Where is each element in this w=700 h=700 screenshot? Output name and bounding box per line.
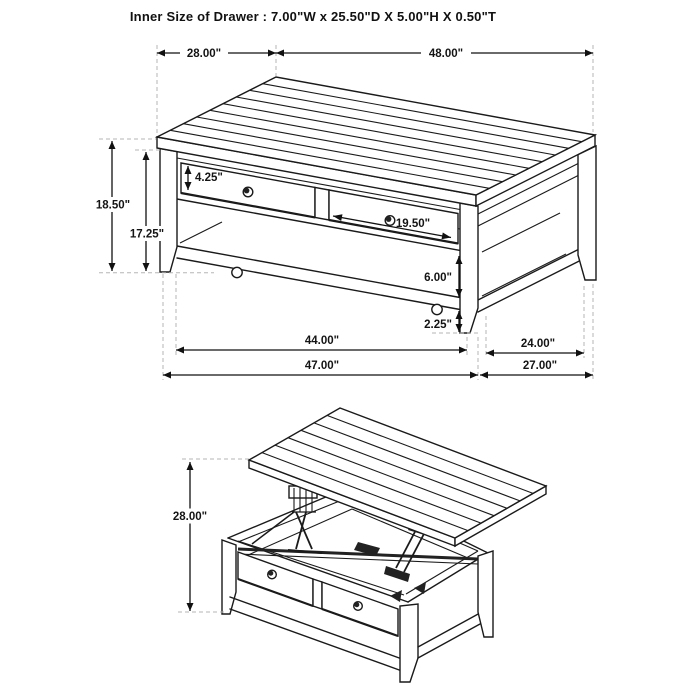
base-leg-left [222, 540, 236, 614]
dim-inner-depth-label: 24.00" [520, 338, 556, 350]
dim-top-length-label: 48.00" [428, 48, 464, 60]
dim-overall-length-label: 47.00" [304, 360, 340, 372]
corner-brace [390, 590, 402, 602]
table-leg-right [578, 146, 596, 280]
closed-table-drawing [90, 45, 596, 380]
table-leg-front [460, 203, 478, 333]
base-drawer-right [322, 582, 398, 636]
drawer-divider [315, 187, 329, 220]
dim-overall-height-label: 18.50" [95, 199, 131, 212]
open-view-dimensions [167, 459, 250, 612]
corner-brace [414, 582, 426, 594]
lift-top-planked [249, 408, 546, 546]
dim-interior-height-label: 17.25" [129, 228, 165, 241]
dim-base-clearance-label: 2.25" [424, 319, 452, 331]
dim-top-depth-label: 28.00" [186, 48, 222, 60]
open-table-drawing [167, 408, 546, 682]
base-drawer-divider [313, 579, 322, 609]
base-drawer-left [238, 552, 313, 606]
drawer-inner-size-title: Inner Size of Drawer : 7.00"W x 25.50"D X 5.00"H X 0.50"T [129, 9, 497, 24]
dim-drawer-height-label: 4.25" [195, 172, 223, 184]
dim-drawer-width-label: 19.50" [395, 218, 431, 230]
base-leg-front [400, 604, 418, 682]
dim-lift-height-label: 28.00" [172, 511, 208, 523]
table-leg-left [160, 149, 177, 273]
dim-shelf-opening-label: 6.00" [424, 272, 452, 284]
dim-overall-depth-label: 27.00" [522, 360, 558, 372]
base-leg-right [478, 551, 493, 637]
dim-inner-length-label: 44.00" [304, 335, 340, 347]
